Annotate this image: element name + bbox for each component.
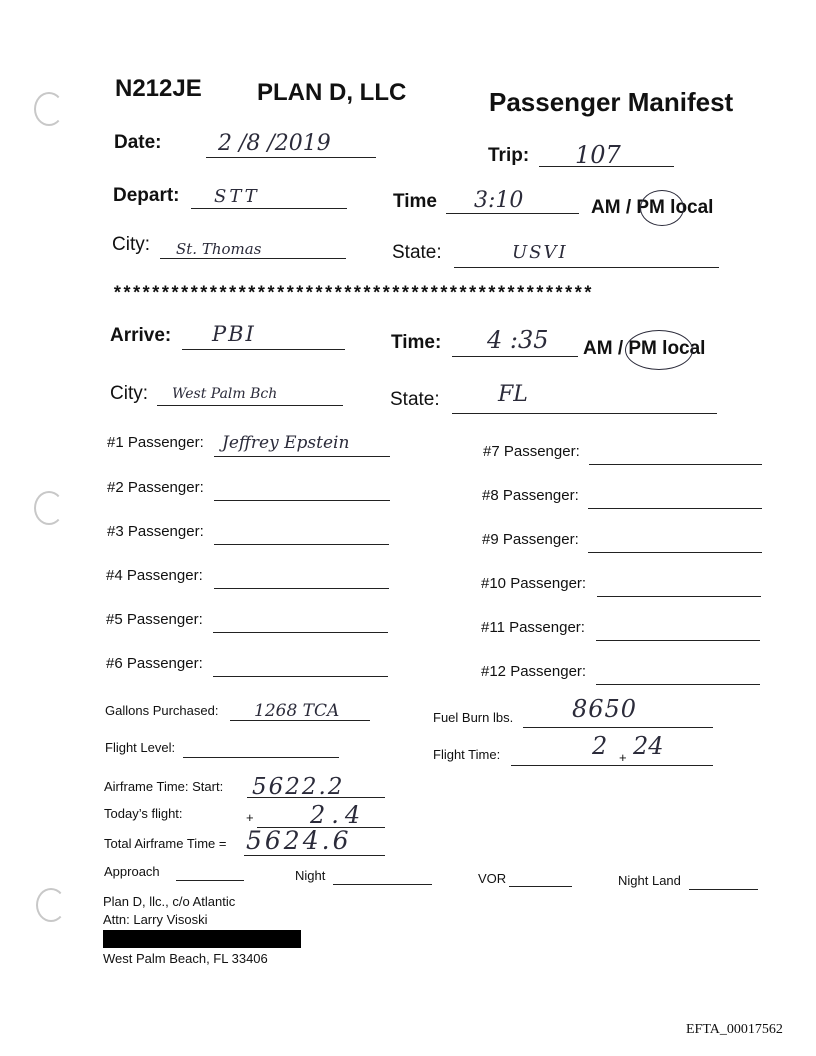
passenger-9-label: #9 Passenger: (482, 531, 579, 548)
flight-time-minutes: 24 (633, 732, 664, 760)
total-airframe-value: 5624.6 (246, 826, 352, 855)
address-line-1: Plan D, llc., c/o Atlantic (103, 894, 236, 909)
passenger-3-field-line (214, 544, 389, 545)
arrive-state-label: State: (390, 389, 440, 410)
passenger-10-label: #10 Passenger: (481, 575, 587, 592)
arrive-field-line (182, 349, 345, 350)
fuel-burn-value: 8650 (572, 695, 638, 723)
passenger-4-field-line (214, 588, 389, 589)
passenger-12-field-line (596, 684, 760, 685)
tail-number: N212JE (115, 75, 202, 102)
passenger-7-field-line (589, 464, 762, 465)
arrive-pm-circle (625, 330, 693, 370)
separator-asterisks: ************************************************** (112, 285, 593, 305)
fuel-burn-field-line (523, 727, 713, 728)
gallons-purchased-label: Gallons Purchased: (105, 703, 219, 718)
passenger-6-field-line (213, 676, 388, 677)
arrive-time-value: 4 :35 (487, 326, 549, 354)
arrive-value: PBI (212, 322, 256, 346)
airframe-start-label: Airframe Time: Start: (104, 779, 224, 794)
approach-field-line (176, 880, 244, 881)
passenger-2-field-line (214, 500, 390, 501)
todays-flight-plus: + (246, 810, 254, 825)
arrive-city-field-line (157, 405, 343, 406)
depart-city-label: City: (112, 234, 150, 255)
passenger-3-label: #3 Passenger: (107, 523, 204, 540)
night-land-label: Night Land (618, 873, 681, 888)
flight-time-field-line (511, 765, 713, 766)
date-value: 2 /8 /2019 (218, 131, 331, 156)
arrive-time-field-line (452, 356, 578, 357)
passenger-5-label: #5 Passenger: (106, 611, 203, 628)
depart-city-field-line (160, 258, 346, 259)
gallons-value: 1268 TCA (254, 701, 340, 721)
arrive-time-label: Time: (391, 332, 442, 353)
passenger-11-field-line (596, 640, 760, 641)
redaction-bar (103, 930, 301, 948)
address-line-3: West Palm Beach, FL 33406 (103, 951, 268, 966)
passenger-2-label: #2 Passenger: (107, 479, 204, 496)
depart-state-value: USVI (512, 242, 568, 263)
arrive-label: Arrive: (110, 325, 172, 346)
depart-city-value: St. Thomas (176, 240, 262, 258)
fuel-burn-label: Fuel Burn lbs. (433, 710, 514, 725)
flight-time-separator: + (619, 750, 627, 765)
punch-hole-middle (34, 491, 64, 525)
flight-level-label: Flight Level: (105, 740, 176, 755)
passenger-11-label: #11 Passenger: (481, 619, 585, 636)
depart-time-label: Time (393, 191, 438, 212)
flight-level-field-line (183, 757, 339, 758)
passenger-6-label: #6 Passenger: (106, 655, 203, 672)
arrive-city-value: West Palm Bch (172, 386, 278, 402)
depart-state-field-line (454, 267, 719, 268)
depart-field-line (191, 208, 347, 209)
vor-field-line (509, 886, 572, 887)
total-airframe-field-line (244, 855, 385, 856)
date-label: Date: (114, 132, 162, 153)
passenger-1-label: #1 Passenger: (107, 434, 204, 451)
depart-label: Depart: (113, 185, 180, 206)
passenger-8-field-line (588, 508, 762, 509)
passenger-1-value: Jeffrey Epstein (222, 433, 350, 453)
arrive-city-label: City: (110, 383, 148, 404)
address-line-2: Attn: Larry Visoski (103, 912, 208, 927)
arrive-state-value: FL (498, 382, 528, 407)
passenger-12-label: #12 Passenger: (481, 663, 587, 680)
night-label: Night (295, 868, 326, 883)
trip-value: 107 (575, 141, 621, 169)
airframe-start-value: 5622.2 (252, 774, 345, 800)
depart-state-label: State: (392, 242, 442, 263)
flight-time-label: Flight Time: (433, 747, 501, 762)
page-title: Passenger Manifest (489, 87, 734, 117)
depart-time-value: 3:10 (474, 188, 524, 213)
punch-hole-top (34, 92, 64, 126)
passenger-10-field-line (597, 596, 761, 597)
passenger-9-field-line (588, 552, 762, 553)
passenger-5-field-line (213, 632, 388, 633)
depart-time-field-line (446, 213, 579, 214)
arrive-am-pm-local: AM / PM local (583, 338, 706, 359)
passenger-1-field-line (214, 456, 390, 457)
depart-value: STT (214, 186, 260, 207)
passenger-7-label: #7 Passenger: (483, 443, 580, 460)
todays-flight-label: Today’s flight: (104, 806, 183, 821)
approach-label: Approach (104, 864, 160, 879)
passenger-4-label: #4 Passenger: (106, 567, 203, 584)
night-field-line (333, 884, 432, 885)
trip-label: Trip: (488, 145, 530, 166)
date-field-line (206, 157, 376, 158)
depart-pm-circle (640, 190, 684, 226)
depart-am-pm-local: AM / PM local (591, 197, 714, 218)
punch-hole-bottom (36, 888, 66, 922)
arrive-state-field-line (452, 413, 717, 414)
vor-label: VOR (478, 871, 507, 886)
night-land-field-line (689, 889, 758, 890)
passenger-8-label: #8 Passenger: (482, 487, 579, 504)
total-airframe-label: Total Airframe Time = (104, 836, 227, 851)
company-name: PLAN D, LLC (257, 79, 407, 106)
flight-time-hours: 2 (592, 732, 608, 760)
bates-number: EFTA_00017562 (686, 1022, 783, 1037)
todays-flight-value: 2.4 (310, 801, 367, 829)
